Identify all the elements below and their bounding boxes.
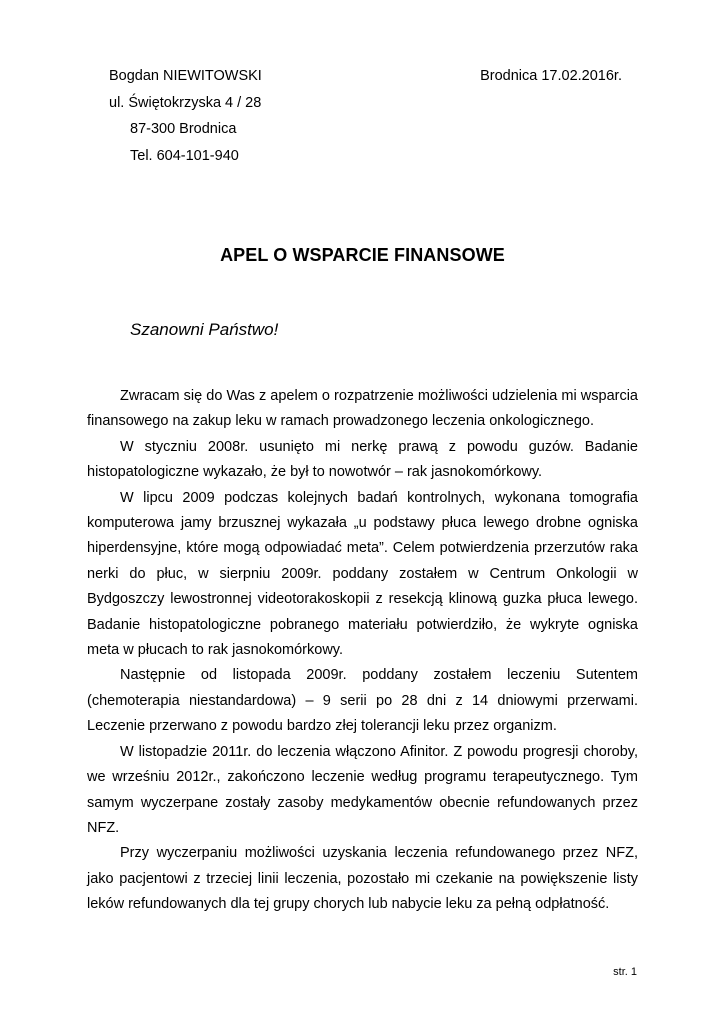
page-number: str. 1 — [613, 966, 637, 978]
paragraph: Następnie od listopada 2009r. poddany zostałem leczeniu Sutentem (chemoterapia niestandardowa) – 9 serii po 28 dni z 14 dniowymi przerwami. Leczenie przerwano z powodu bardzo złej tolerancji leku przez organizm. — [87, 667, 638, 735]
sender-street: ul. Świętokrzyska 4 / 28 — [109, 94, 262, 111]
sender-address — [109, 63, 262, 169]
paragraph: W listopadzie 2011r. do leczenia włączono Afinitor. Z powodu progresji choroby, we wrześniu 2012r., zakończono leczenie według programu terapeutycznego. Tym samym wyczerpane zostały zasoby medykamentów obecnie refundowanych przez NFZ. — [87, 743, 638, 836]
salutation: Szanowni Państwo! — [130, 320, 279, 339]
paragraph: Przy wyczerpaniu możliwości uzyskania leczenia refundowanego przez NFZ, jako pacjentowi z trzeciej linii leczenia, pozostało mi czekanie na powiększenie listy leków refundowanych dla tej grupy chorych lub nabycie leku za pełną odpłatność. — [87, 845, 638, 913]
paragraph: W lipcu 2009 podczas kolejnych badań kontrolnych, wykonana tomografia komputerowa jamy brzusznej wykazała „u podstawy płuca lewego drobne ogniska hiperdensyjne, które mogą odpowiadać meta”. Celem potwierdzenia przerzutów raka nerki do płuc, w sierpniu 2009r. poddany zostałem w Centrum Onkologii w Bydgoszczy lewostronnej videotorakoskopii z resekcją klinową guzka płuca lewego. Badanie histopatologiczne pobranego materiału potwierdziło, że wykryte ogniska meta w płucach to rak jasnokomórkowy. — [87, 489, 638, 659]
document-title: APEL O WSPARCIE FINANSOWE — [220, 245, 505, 265]
paragraph: Zwracam się do Was z apelem o rozpatrzenie możliwości udzielenia mi wsparcia finansowego na zakup leku w ramach prowadzonego leczenia onkologicznego. — [87, 388, 638, 430]
sender-name: Bogdan NIEWITOWSKI — [109, 68, 262, 84]
letter-body — [87, 384, 638, 918]
paragraph: W styczniu 2008r. usunięto mi nerkę prawą z powodu guzów. Badanie histopatologiczne wykazało, że był to nowotwór – rak jasnokomórkowy. — [87, 438, 638, 481]
letter-date: Brodnica 17.02.2016r. — [480, 68, 622, 84]
sender-phone: Tel. 604-101-940 — [130, 147, 239, 164]
sender-city: 87-300 Brodnica — [130, 121, 237, 137]
